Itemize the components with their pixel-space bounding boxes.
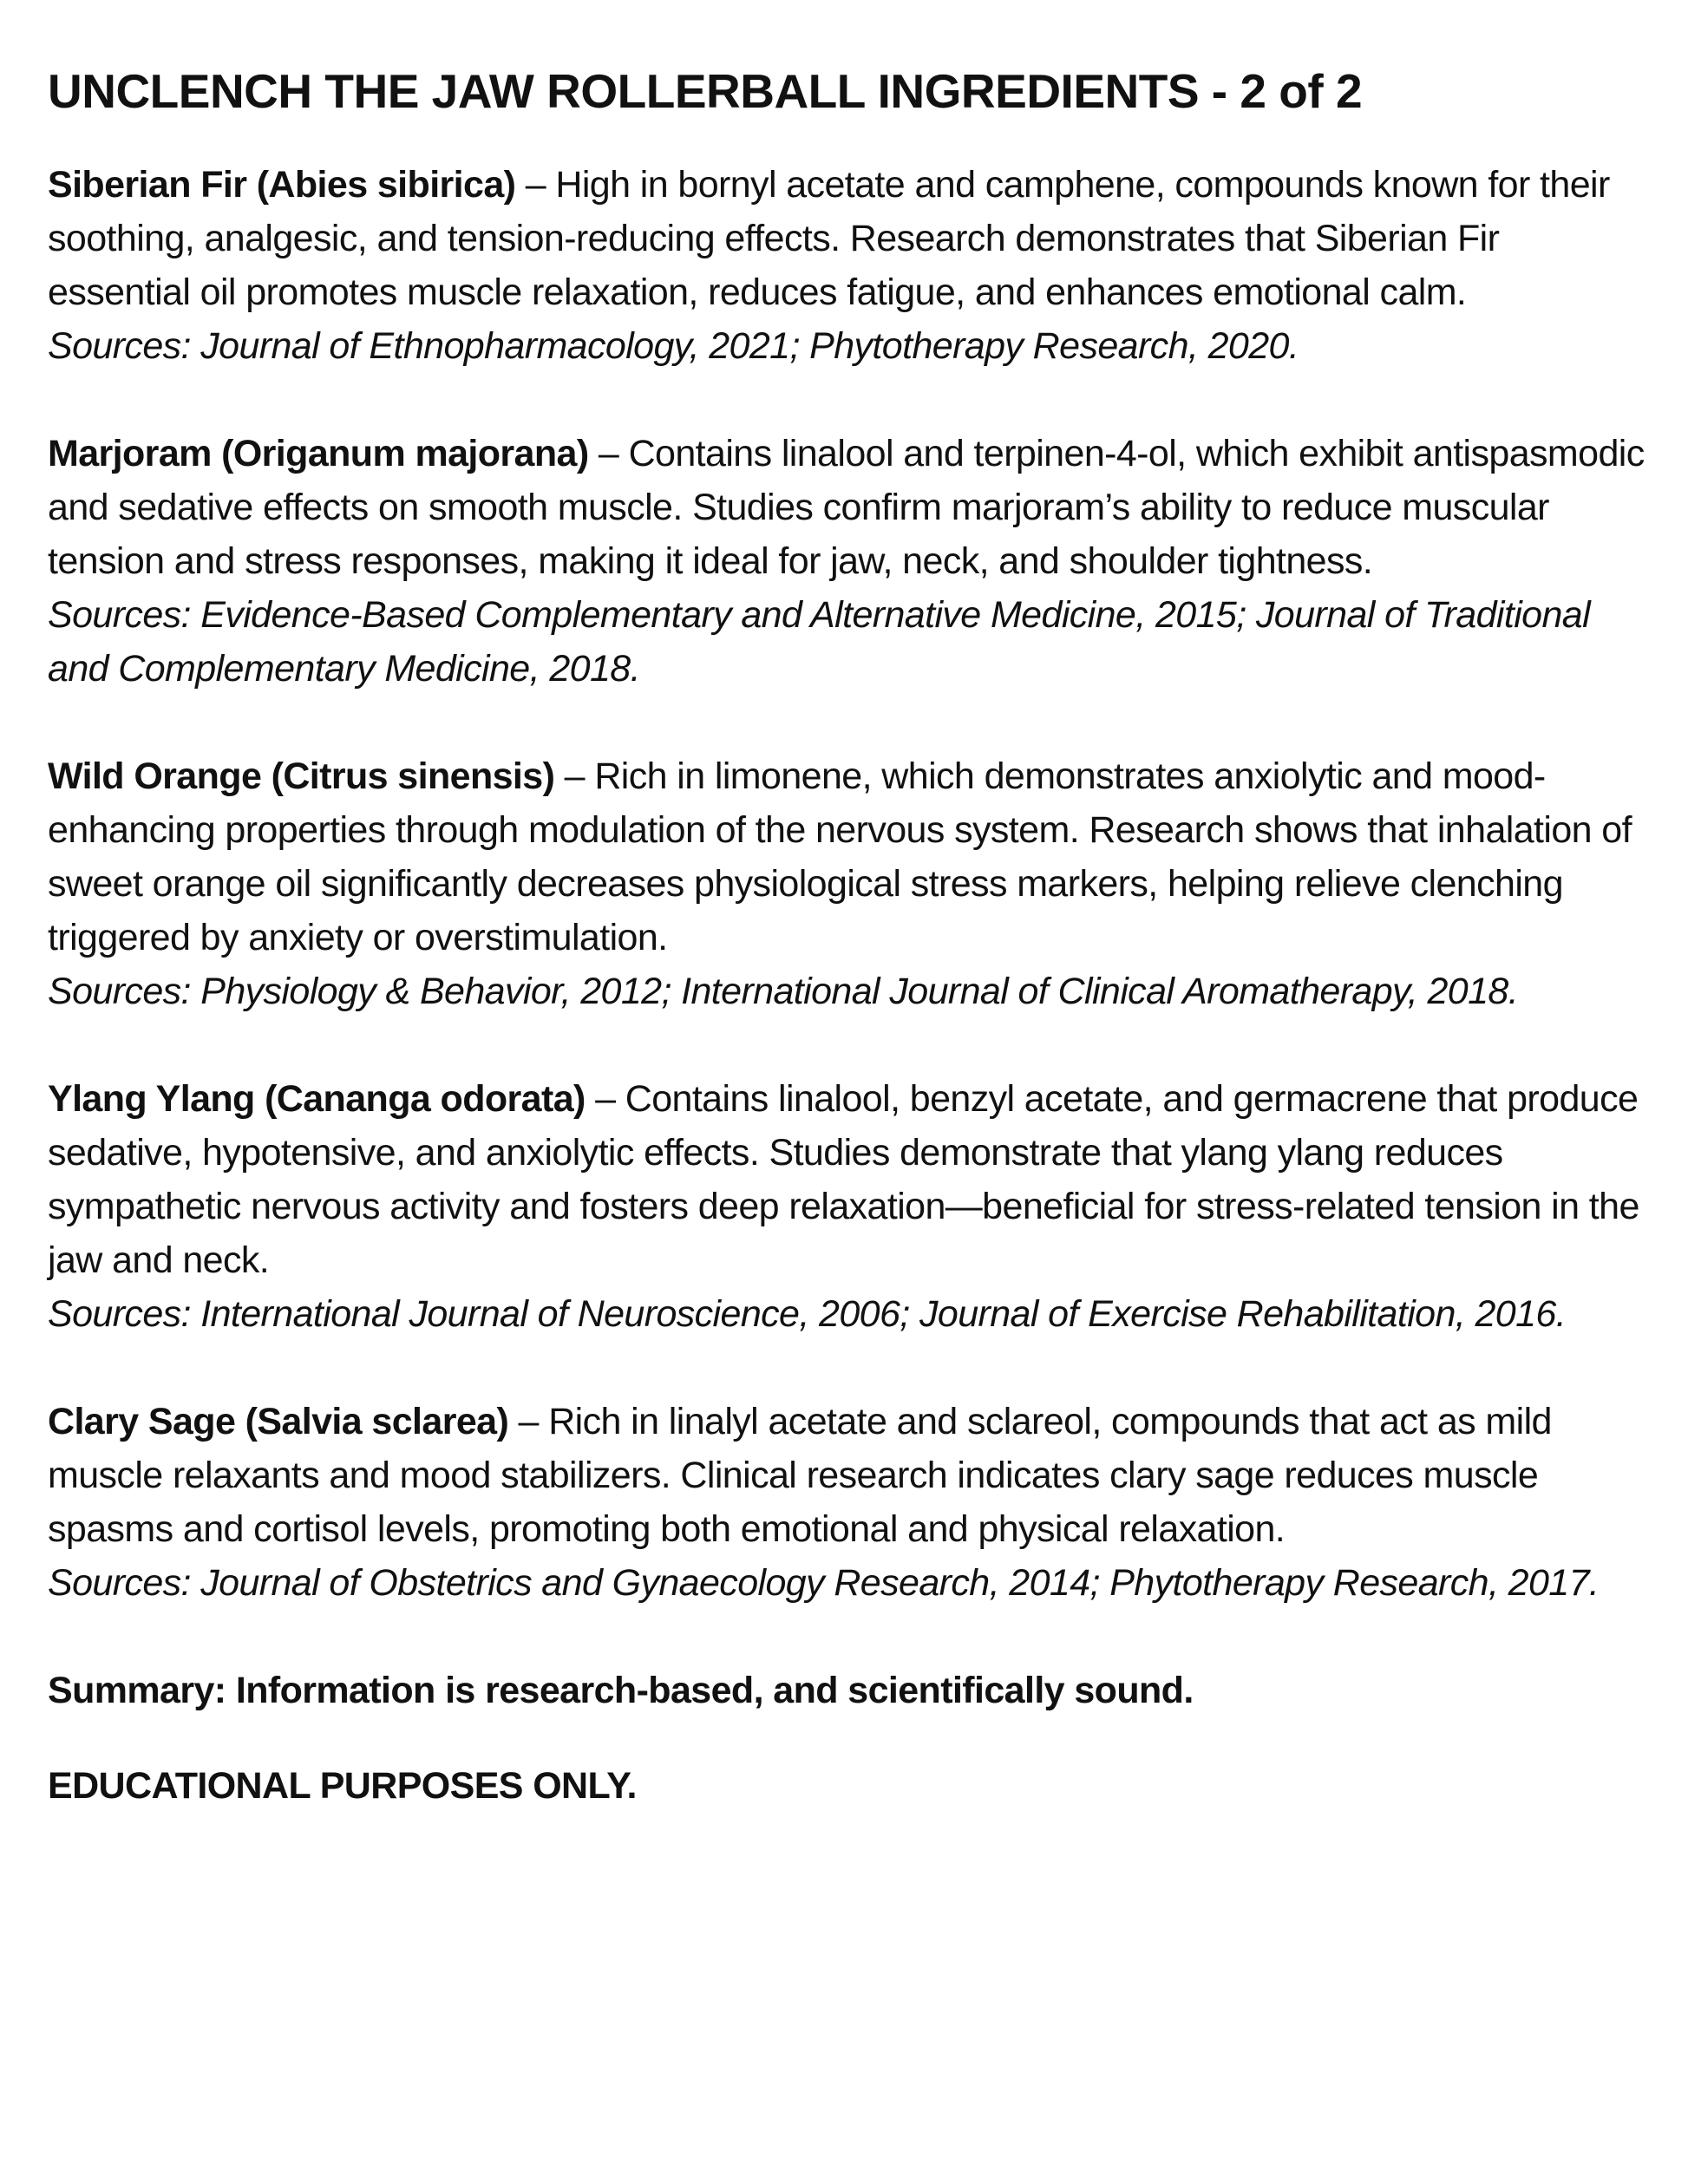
ingredient-description: – Contains linalool, benzyl acetate, and germacrene that produce sedative, hypotensive, and anxiolytic effects. Studies demonstrate that ylang ylang reduces sympathetic nervous activity and fosters deep relaxation—beneficial for stress-related tension in the jaw and neck. bbox=[48, 1078, 1639, 1281]
ingredient-name: Clary Sage (Salvia sclarea) bbox=[48, 1401, 509, 1442]
ingredient-sources: Sources: Evidence-Based Complementary and Alternative Medicine, 2015; Journal of Traditional and Complementary Medicine, 2018. bbox=[48, 594, 1591, 690]
ingredient-description: – High in bornyl acetate and camphene, compounds known for their soothing, analgesic, and tension-reducing effects. Research demonstrates that Siberian Fir essential oil promotes muscle relaxation, reduces fatigue, and enhances emotional calm. bbox=[48, 164, 1610, 313]
page-title: UNCLENCH THE JAW ROLLERBALL INGREDIENTS - 2 of 2 bbox=[48, 64, 1363, 118]
ingredient-description: – Rich in linalyl acetate and sclareol, compounds that act as mild muscle relaxants and mood stabilizers. Clinical research indicates clary sage reduces muscle spasms and cortisol levels, promoting both emotional and physical relaxation. bbox=[48, 1401, 1552, 1550]
ingredient-entry-ylang-ylang bbox=[48, 1072, 1646, 1341]
ingredient-text bbox=[48, 749, 1646, 964]
ingredient-entry-wild-orange bbox=[48, 749, 1646, 1018]
ingredient-entry-clary-sage bbox=[48, 1395, 1646, 1610]
ingredient-sources: Sources: Physiology & Behavior, 2012; International Journal of Clinical Aromatherapy, 2018. bbox=[48, 971, 1519, 1012]
ingredient-text bbox=[48, 1395, 1646, 1556]
ingredient-entry-marjoram bbox=[48, 427, 1646, 696]
ingredient-sources: Sources: Journal of Ethnopharmacology, 2021; Phytotherapy Research, 2020. bbox=[48, 325, 1299, 367]
ingredient-text bbox=[48, 427, 1646, 588]
ingredient-sources: Sources: International Journal of Neuroscience, 2006; Journal of Exercise Rehabilitation, 2016. bbox=[48, 1293, 1567, 1335]
ingredient-description: – Contains linalool and terpinen-4-ol, which exhibit antispasmodic and sedative effects on smooth muscle. Studies confirm marjoram’s ability to reduce muscular tension and stress responses, making it ideal for jaw, neck, and shoulder tightness. bbox=[48, 433, 1645, 582]
ingredient-name: Wild Orange (Citrus sinensis) bbox=[48, 755, 555, 797]
disclaimer-text: EDUCATIONAL PURPOSES ONLY. bbox=[48, 1765, 637, 1807]
ingredient-name: Marjoram (Origanum majorana) bbox=[48, 433, 589, 474]
ingredient-entry-siberian-fir bbox=[48, 158, 1646, 373]
ingredient-name: Ylang Ylang (Cananga odorata) bbox=[48, 1078, 586, 1120]
summary-text: Summary: Information is research-based, and scientifically sound. bbox=[48, 1670, 1194, 1711]
ingredient-text bbox=[48, 158, 1646, 319]
ingredient-name: Siberian Fir (Abies sibirica) bbox=[48, 164, 516, 206]
ingredient-text bbox=[48, 1072, 1646, 1287]
ingredient-description: – Rich in limonene, which demonstrates anxiolytic and mood-enhancing properties through modulation of the nervous system. Research shows that inhalation of sweet orange oil significantly decreases physiological stress markers, helping relieve clenching triggered by anxiety or overstimulation. bbox=[48, 755, 1632, 958]
ingredient-sources: Sources: Journal of Obstetrics and Gynaecology Research, 2014; Phytotherapy Research, 2017. bbox=[48, 1562, 1600, 1604]
